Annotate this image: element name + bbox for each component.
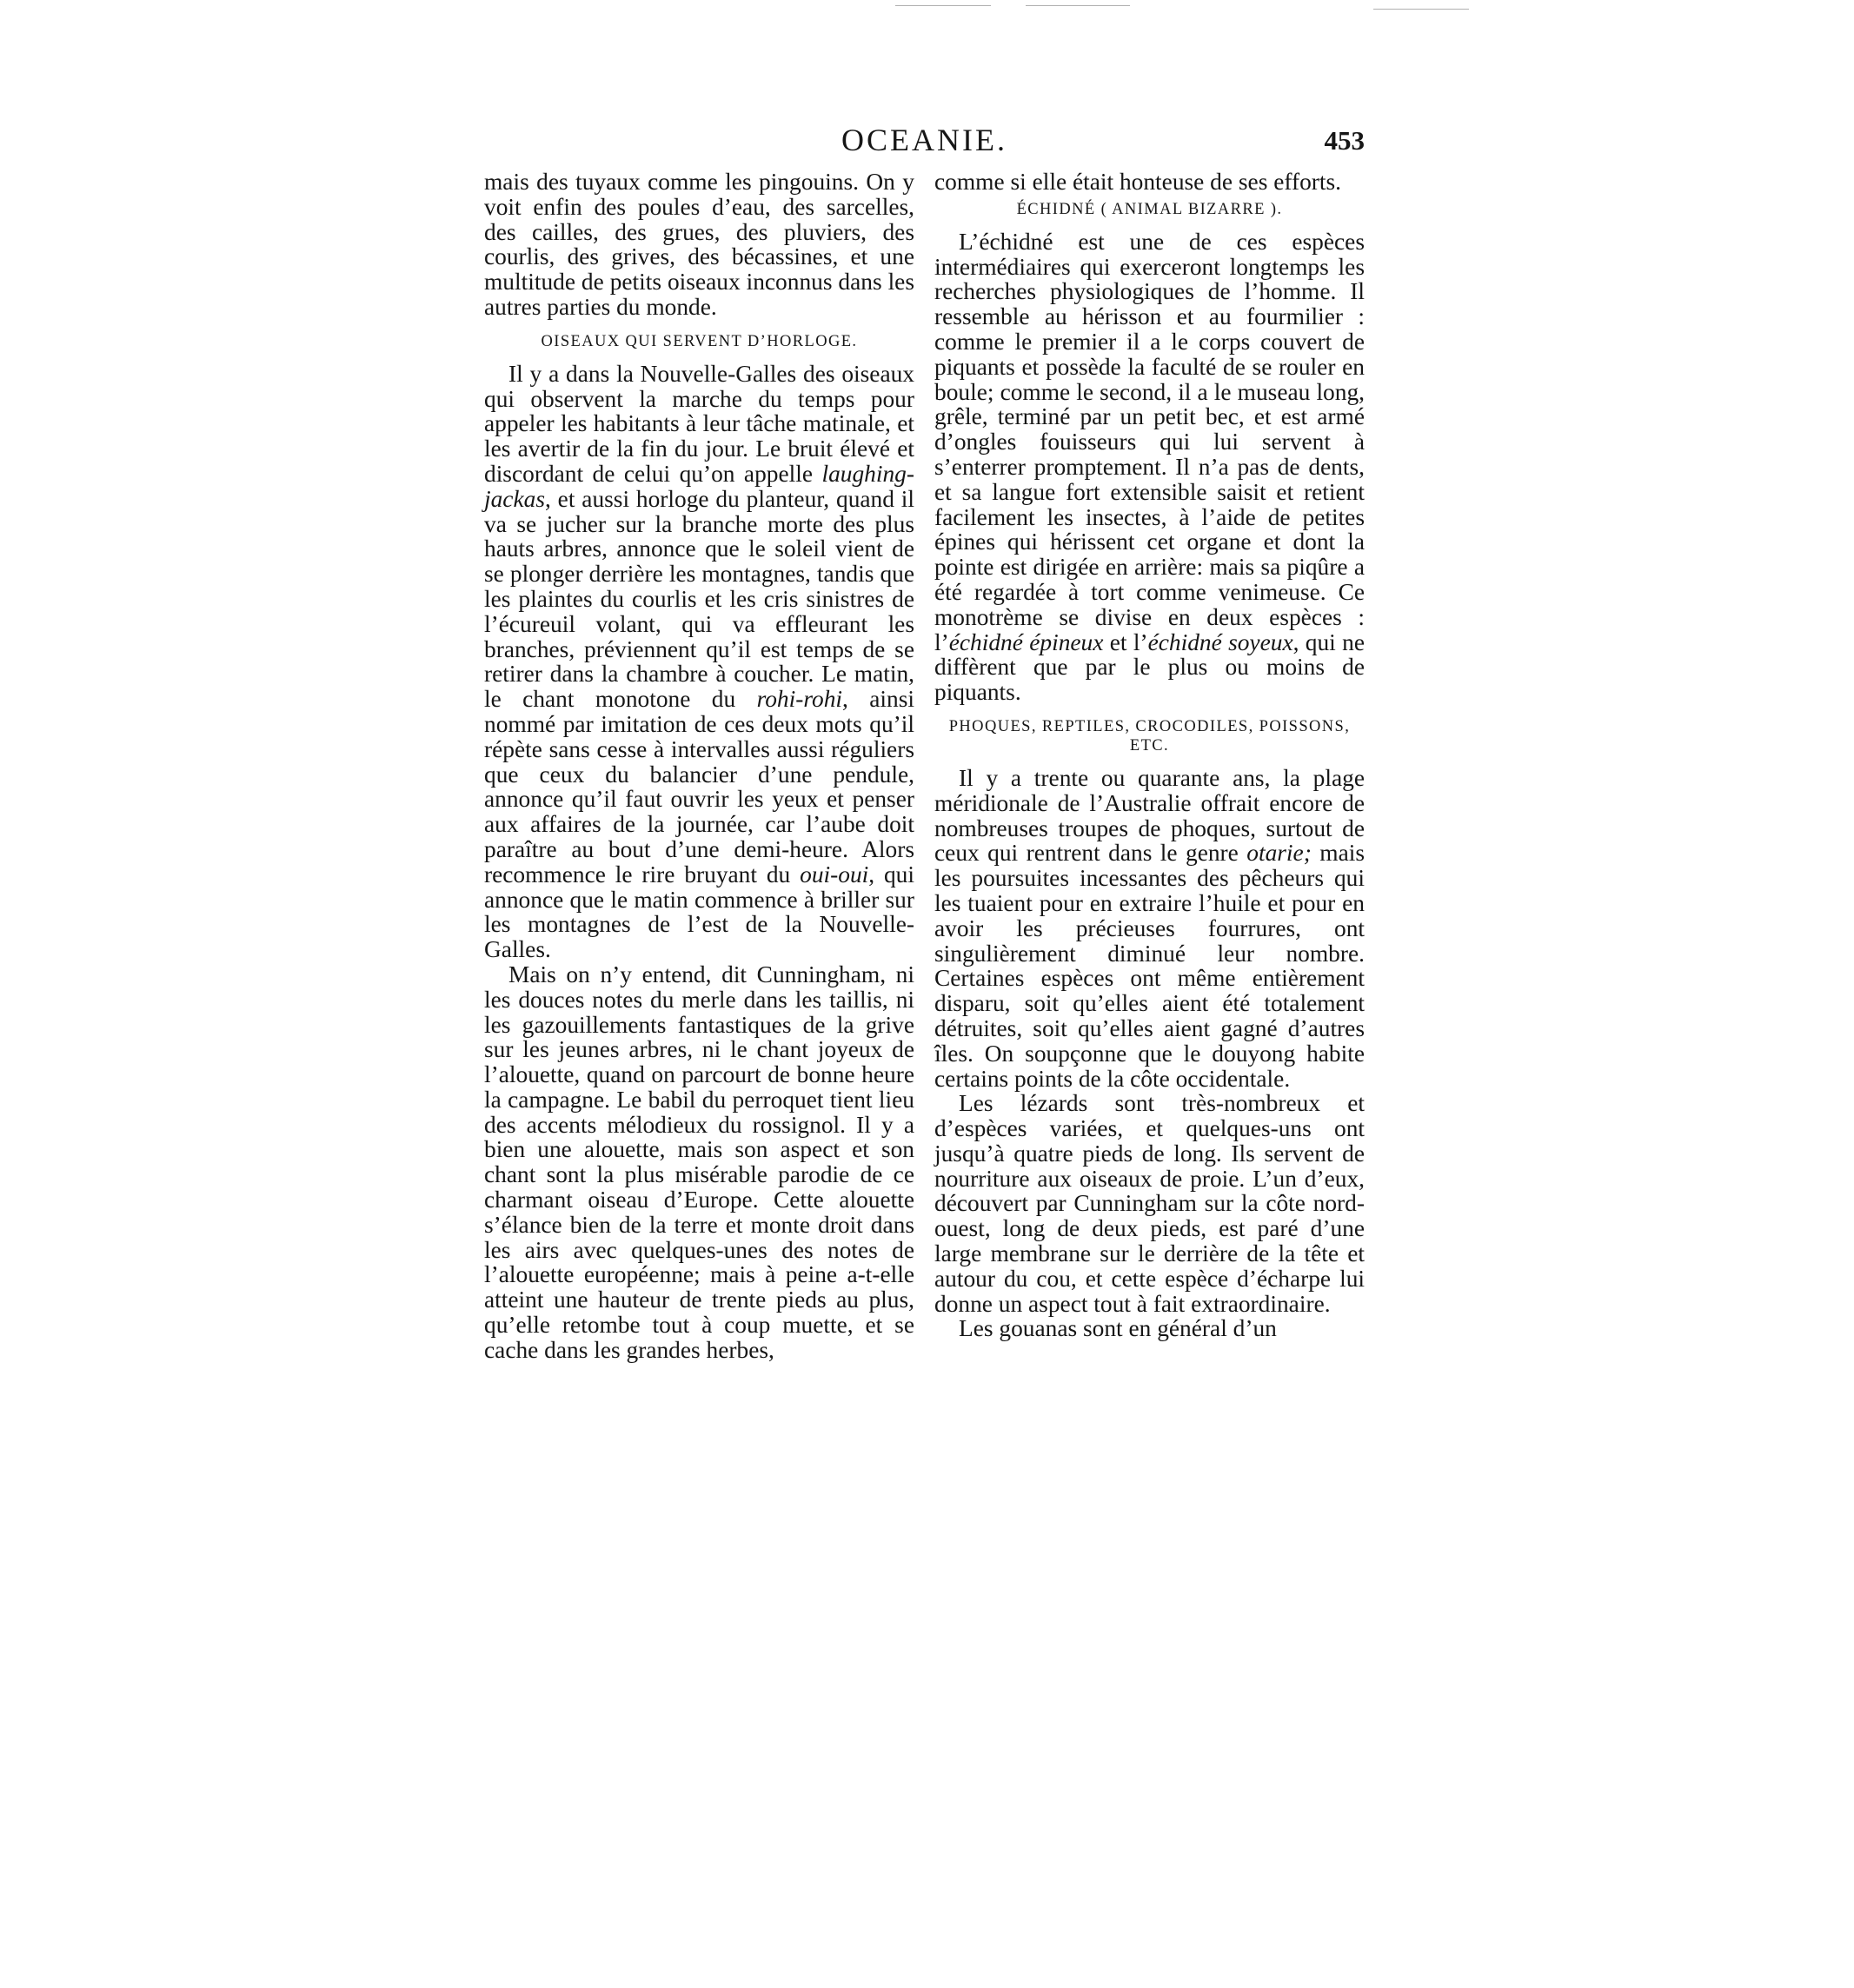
right-column [934, 170, 1365, 1341]
paragraph: Les lézards sont très-nombreux et d’espèces variées, et quelques-uns ont jusqu’à quatre pieds de long. Ils servent de nourriture aux oiseaux de proie. L’un d’eux, découvert par Cunningham sur la côte nord-ouest, long de deux pieds, est paré d’une large membrane sur le derrière de la tête et autour du cou, et cette espèce d’écharpe lui donne un aspect tout à fait extraordinaire. [934, 1090, 1365, 1317]
left-column [484, 170, 914, 1363]
section-heading-echidne: ÉCHIDNÉ ( ANIMAL BIZARRE ). [1016, 200, 1283, 218]
paragraph [934, 229, 1365, 705]
text-run: et l’ [1103, 628, 1148, 655]
section-heading-oiseaux-horloge: OISEAUX QUI SERVENT D’HORLOGE. [541, 332, 858, 350]
italic-term: oui-oui [800, 861, 869, 888]
running-title: OCEANIE. [841, 123, 1007, 157]
paragraph [934, 766, 1365, 1091]
section-heading-phoques: PHOQUES, REPTILES, CROCODILES, POISSONS, ETC. [948, 717, 1351, 755]
page-header [484, 122, 1365, 165]
text-run: , et aussi horloge du planteur, quand il va se jucher sur la branche morte des plus hauts arbres, annonce que le soleil vient de se plonger derrière les montagnes, tandis que les plaintes du courlis et les cris sinistres de l’écureuil volant, qui va effleurant les branches, préviennent qu’il est temps de se retirer dans la chambre à coucher. Le matin, le chant monotone du [484, 485, 914, 713]
paragraph: comme si elle était honteuse de ses efforts. [934, 169, 1342, 195]
text-run: Il y a trente ou quarante ans, la plage méridionale de l’Australie offrait encore de nombreuses troupes de phoques, surtout de ceux qui rentrent dans le genre [934, 764, 1365, 867]
italic-term: otarie; [1246, 840, 1312, 867]
scan-artifact [895, 5, 991, 6]
italic-term: échidné soyeux [1147, 628, 1293, 655]
italic-term: rohi-rohi [756, 686, 843, 713]
text-run: mais les poursuites incessantes des pêcheurs qui les tuaient pour en extraire l’huile et pour en avoir les précieuses fourrures, ont singulièrement diminué leur nombre. Certaines espèces ont même entièrement disparu, soit qu’elles aient été totalement détruites, soit qu’elles aient gagné d’autres îles. On soupçonne que le douyong habite certains points de la côte occidentale. [934, 840, 1365, 1092]
text-run: Il y a dans la Nouvelle-Galles des oiseaux qui observent la marche du temps pour appeler les habitants à leur tâche matinale, et les avertir de la fin du jour. Le bruit élevé et discordant de celui qu’on appelle [484, 360, 914, 487]
paragraph: Les gouanas sont en général d’un [959, 1315, 1277, 1342]
text-run: , ainsi nommé par imitation de ces deux mots qu’il répète sans cesse à intervalles aussi réguliers que ceux du balancier d’une pendule, annonce qu’il faut ouvrir les yeux et penser aux affaires de la journée, car l’aube doit paraître au bout d’une demi-heure. Alors recommence le rire bruyant du [484, 686, 914, 888]
paragraph: Mais on n’y entend, dit Cunningham, ni les douces notes du merle dans les taillis, ni les gazouillements fantastiques de la grive sur les jeunes arbres, ni le chant joyeux de l’alouette, quand on parcourt de bonne heure la campagne. Le babil du perroquet tient lieu des accents mélodieux du rossignol. Il y a bien une alouette, mais son aspect et son chant sont la plus misérable parodie de ce charmant oiseau d’Europe. Cette alouette s’élance bien de la terre et monte droit dans les airs avec quelques-unes des notes de l’alouette européenne; mais à peine a-t-elle atteint une hauteur de trente pieds au plus, qu’elle retombe tout à coup muette, et se cache dans les grandes herbes, [484, 961, 914, 1363]
scan-artifact [1026, 5, 1130, 6]
paragraph: mais des tuyaux comme les pingouins. On y voit enfin des poules d’eau, des sarcelles, des cailles, des grues, des pluviers, des courlis, des grives, des bécassines, et une multitude de petits oiseaux inconnus dans les autres parties du monde. [484, 169, 914, 320]
page-number: 453 [1324, 125, 1365, 156]
paragraph [484, 362, 914, 962]
italic-term: laughing-jackas [484, 460, 914, 512]
text-run: L’échidné est une de ces espèces intermédiaires qui exerceront longtemps les recherches physiologiques de l’homme. Il ressemble au hérisson et au fourmilier : comme le premier il a le corps couvert de piquants et possède la faculté de se rouler en boule; comme le second, il a le museau long, grêle, terminé par un petit bec, et est armé d’ongles fouisseurs qui lui servent à s’enterrer promptement. Il n’a pas de dents, et sa langue fort extensible saisit et retient facilement les insectes, à l’aide de petites épines qui hérissent cet organe et dont la pointe est dirigée en arrière: mais sa piqûre a été regardée à tort comme venimeuse. Ce monotrème se divise en deux espèces : l’ [934, 228, 1365, 655]
text-run: , qui annonce que le matin commence à briller sur les montagnes de l’est de la Nouvelle-Galles. [484, 861, 914, 963]
text-run: , qui ne diffèrent que par le plus ou moins de piquants. [934, 628, 1365, 706]
scan-artifact [1373, 9, 1469, 10]
italic-term: échidné épineux [948, 628, 1104, 655]
